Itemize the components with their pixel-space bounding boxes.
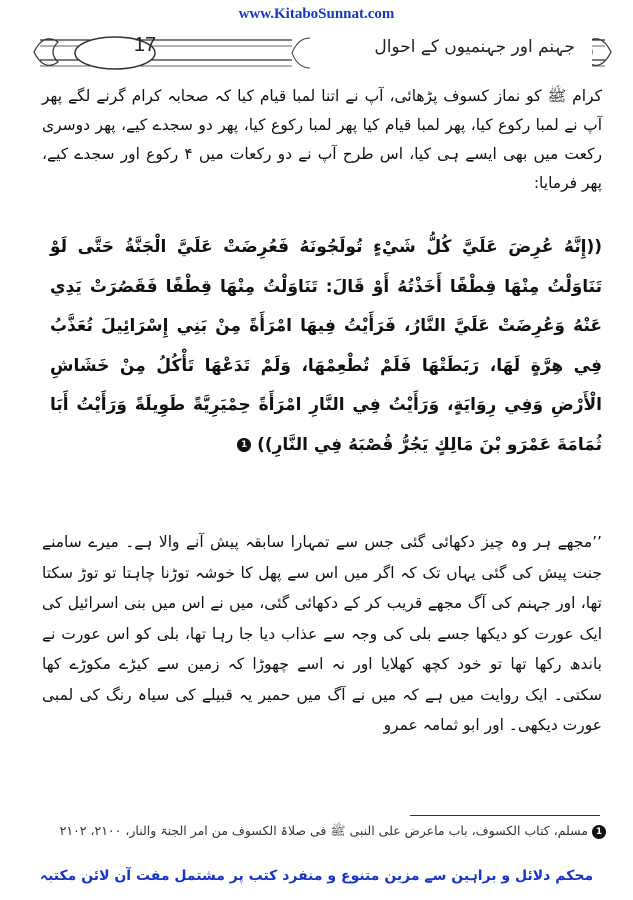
urdu-translation — [42, 527, 602, 741]
page-number: 17 — [133, 34, 157, 56]
footnote-ref-marker[interactable]: 1 — [237, 438, 251, 452]
footnote — [28, 822, 606, 839]
intro-paragraph: کرام ﷺ کو نماز کسوف پڑھائی، آپ نے اتنا لمبا قیام کیا کہ صحابہ کرام گرنے لگے پھر آپ نے لمبا رکوع کیا، پھر لمبا قیام کیا پھر لمبا رکوع کیا، پھر دو سجدے کیے، پھر دوسری رکعت میں بھی ایسے ہی کیا، اس طرح آپ نے دو رکعات میں ۴ رکوع اور سجدے کیے، پھر فرمایا: — [42, 87, 602, 192]
footnote-marker: 1 — [592, 825, 606, 839]
footnote-divider — [410, 815, 600, 816]
chapter-title: جہنم اور جہنمیوں کے احوال — [374, 37, 575, 57]
translation-paragraph: ’’مجھے ہر وہ چیز دکھائی گئی جس سے تمہارا سابقہ پیش آنے والا ہے۔ میرے سامنے جنت پیش کی گئی یہاں تک کہ اگر میں اس سے پھل کا خوشہ توڑنا چاہتا تو توڑ سکتا تھا، اور جہنم کی آگ مجھے قریب کر کے دکھائی گئی، میں نے اس میں بنی اسرائیل کی ایک عورت کو دیکھا جسے بلی کی وجہ سے عذاب دیا جا رہا تھا، بلی کو اس عورت نے باندھ رکھا تھا تو خود کچھ کھلایا اور نہ اسے چھوڑا کہ زمین سے کیڑے مکوڑے کھا سکتی۔ ایک روایت میں ہے کہ میں نے آگ میں حمیر یہ قبیلے کی سیاہ رنگ کی لمبی عورت دیکھی۔ اور ابو ثمامہ عمرو — [42, 533, 602, 734]
hadith-arabic — [50, 228, 602, 465]
hadith-body: ((إِنَّهُ عُرِضَ عَلَيَّ كُلُّ شَيْءٍ تُولَجُونَهُ فَعُرِضَتْ عَلَيَّ الْجَنَّةُ حَتَّى لَوْ تَنَاوَلْتُ مِنْهَا قِطْفًا أَخَذْتُهُ أَوْ قَالَ: تَنَاوَلْتُ مِنْهَا قِطْفًا فَقَصُرَتْ يَدِي عَنْهُ وَعُرِضَتْ عَلَيَّ النَّارُ، فَرَأَيْتُ فِيهَا امْرَأَةً مِنْ بَنِي إِسْرَائِيلَ تُعَذَّبُ فِي هِرَّةٍ لَهَا، رَبَطَتْهَا فَلَمْ تُطْعِمْهَا، وَلَمْ تَدَعْهَا تَأْكُلُ مِنْ خَشَاشِ الْأَرْضِ وَفِي رِوَايَةٍ، وَرَأَيْتُ فِي النَّارِ امْرَأَةً حِمْيَرِيَّةً طَوِيلَةً وَرَأَيْتُ أَبَا ثُمَامَةَ عَمْرَو بْنَ مَالِكٍ يَجُرُّ قُصْبَهُ فِي النَّارِ)) — [50, 237, 602, 455]
hadith-text — [50, 228, 602, 465]
footer-banner[interactable]: محکم دلائل و براہین سے مزین متنوع و منفرد کتب پر مشتمل مفت آن لائن مکتبہ — [39, 868, 594, 884]
body-text — [42, 82, 602, 198]
page-header — [30, 26, 615, 86]
footnote-text: مسلم، کتاب الکسوف، باب ماعرض علی النبی ﷺ فی صلاۃ الکسوف من امر الجنۃ والنار، ۲۱۰۰، ۲۱۰۲ — [59, 823, 589, 838]
site-url[interactable]: www.KitaboSunnat.com — [238, 6, 395, 22]
